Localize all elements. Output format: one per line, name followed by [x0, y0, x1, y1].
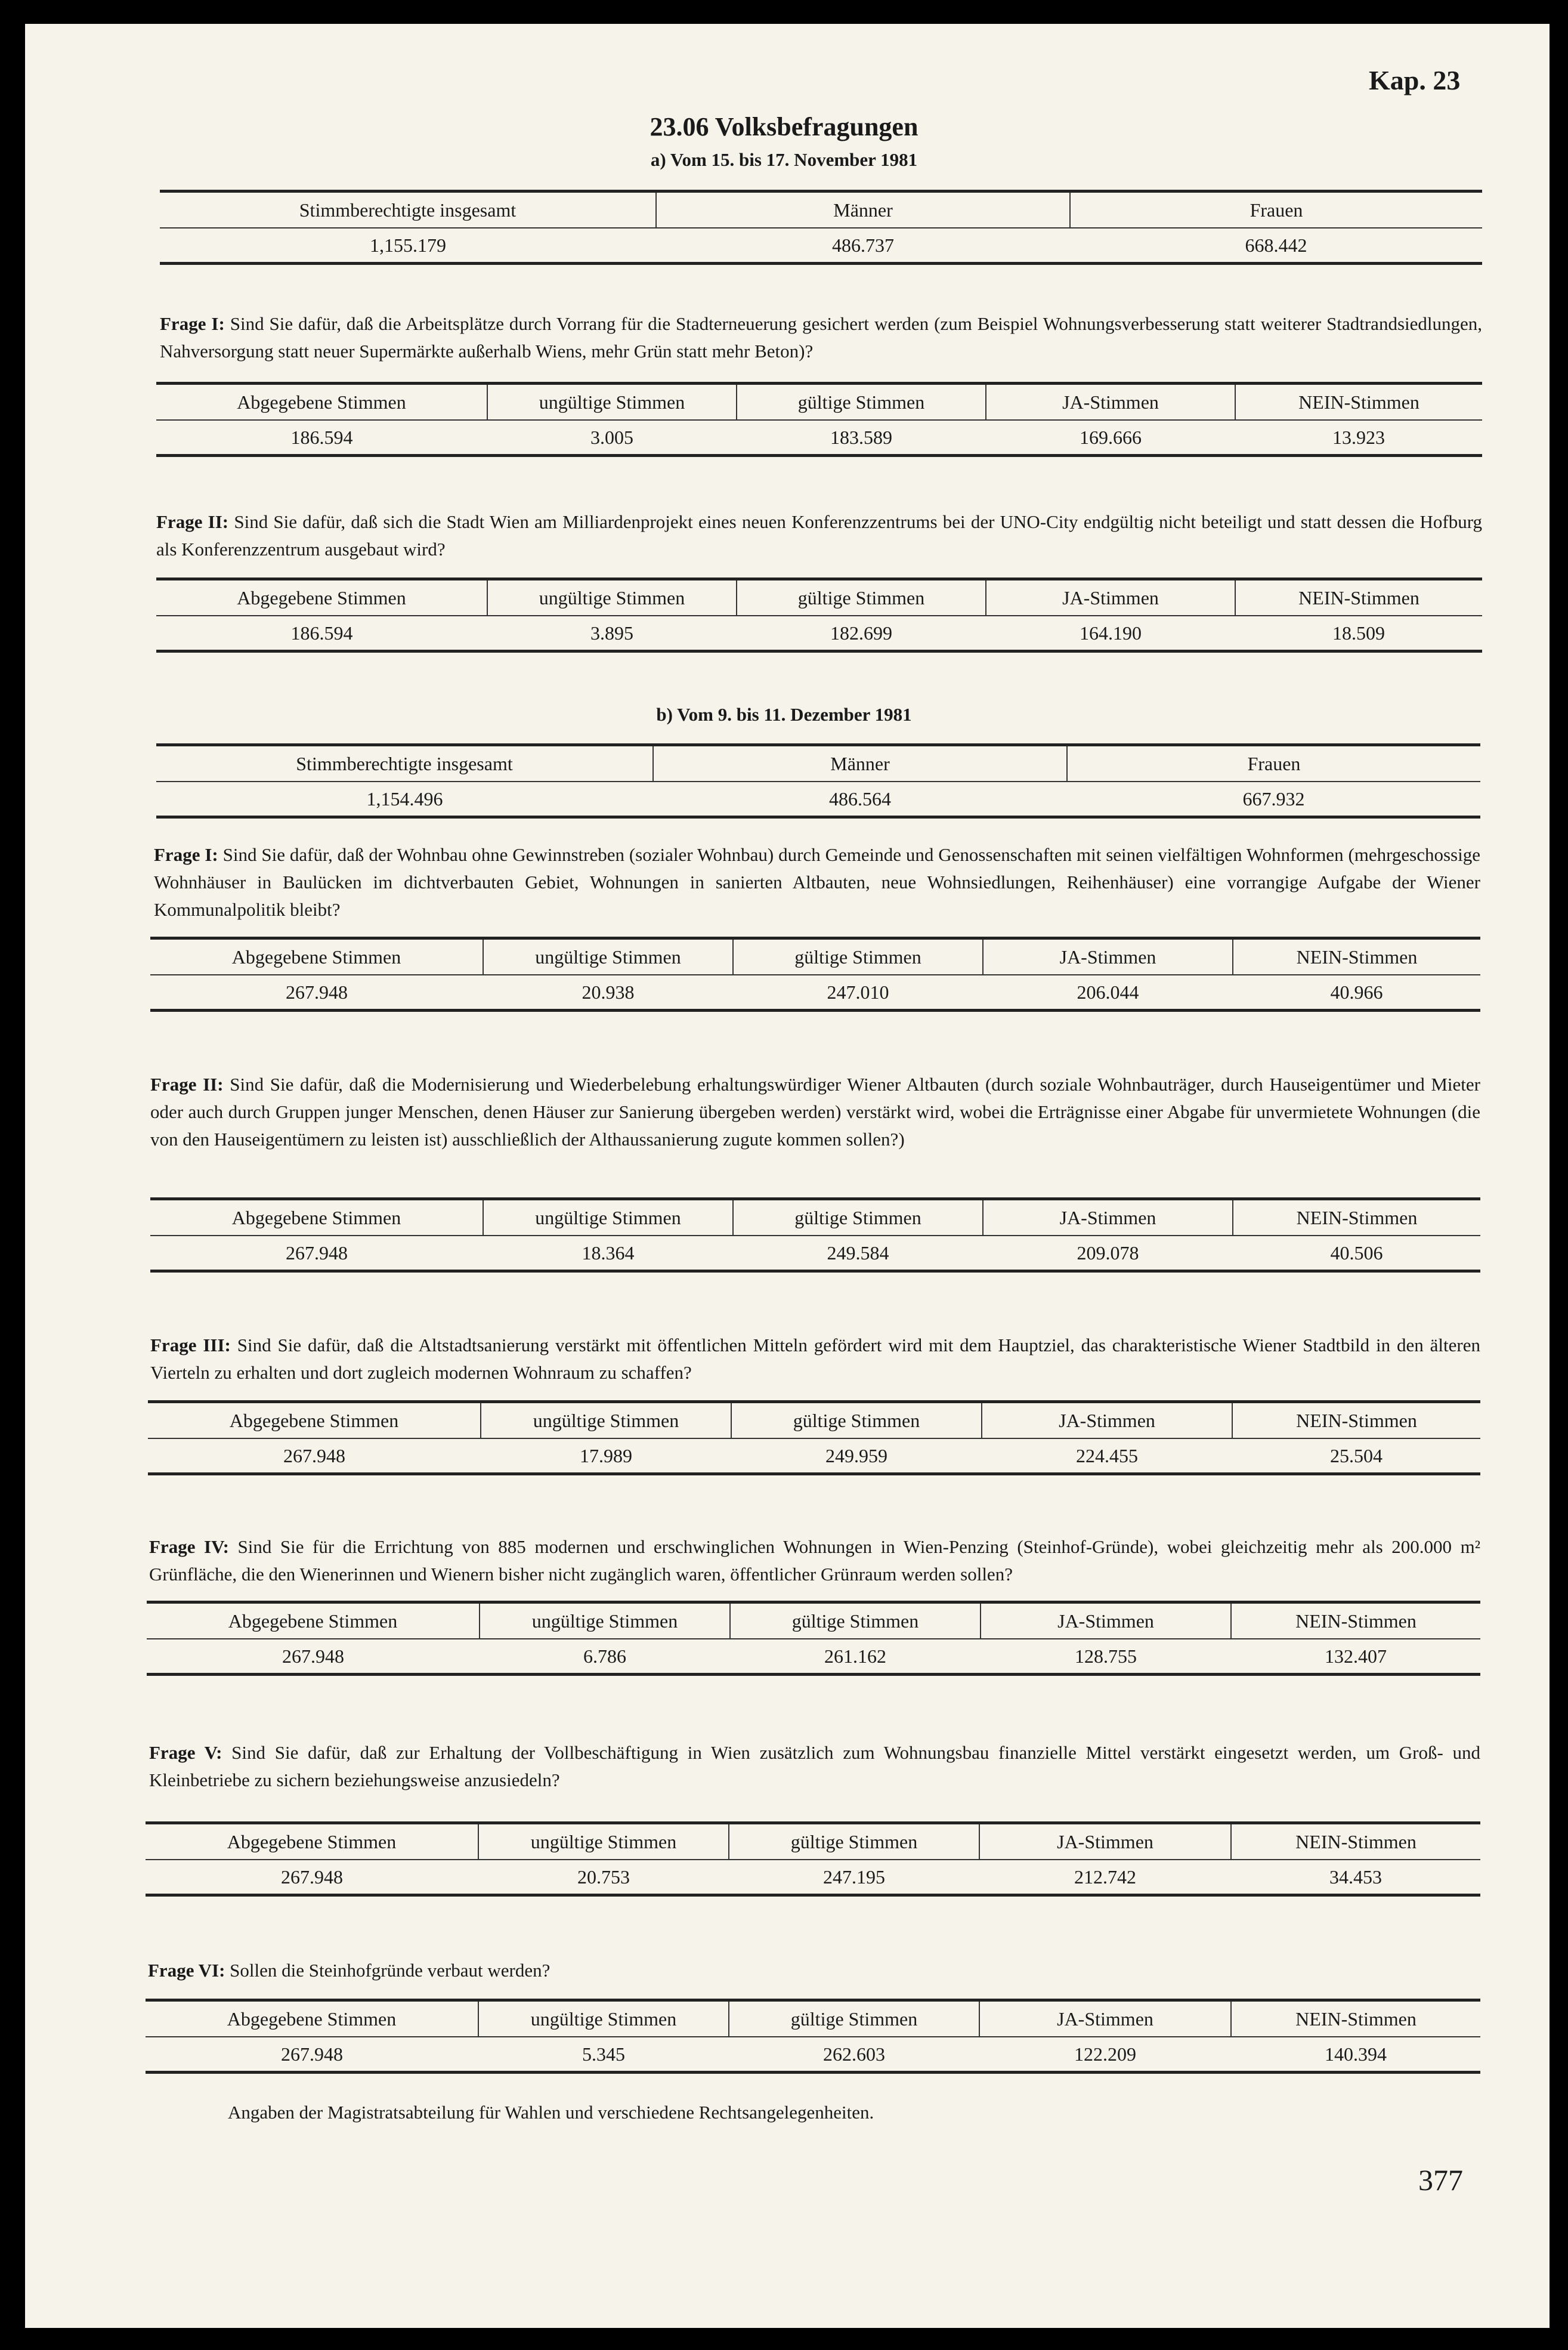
- table-cell: 25.504: [1232, 1438, 1480, 1474]
- question-b-6: [148, 1957, 1480, 1984]
- table-cell: 186.594: [156, 420, 487, 456]
- table-header-row: [147, 1602, 1480, 1639]
- column-header: gültige Stimmen: [737, 384, 986, 421]
- table-cell: 5.345: [478, 2037, 729, 2073]
- column-header: JA-Stimmen: [986, 384, 1235, 421]
- column-header: NEIN-Stimmen: [1233, 1199, 1480, 1236]
- table-cell: 267.948: [146, 1860, 478, 1895]
- table-cell: 140.394: [1231, 2037, 1480, 2073]
- table-cell: 1,155.179: [160, 228, 656, 264]
- question-label: Frage I:: [154, 844, 218, 865]
- table-header-row: [150, 1199, 1480, 1236]
- eligible-table-b: [156, 743, 1480, 819]
- table-cell: 3.895: [487, 616, 737, 651]
- column-header: JA-Stimmen: [982, 1402, 1232, 1439]
- column-header: Männer: [653, 745, 1067, 782]
- column-header: Abgegebene Stimmen: [150, 1199, 483, 1236]
- question-b-1: [154, 841, 1480, 924]
- table-cell: 164.190: [986, 616, 1235, 651]
- table-cell: 20.753: [478, 1860, 729, 1895]
- column-header: JA-Stimmen: [981, 1602, 1231, 1639]
- votes-table-b-5: [146, 1821, 1480, 1897]
- question-a-2: [156, 508, 1482, 563]
- column-header: Abgegebene Stimmen: [147, 1602, 480, 1639]
- question-text: Sind Sie dafür, daß zur Erhaltung der Vollbeschäftigung in Wien zusätzlich zum Wohnungsbau finanzielle Mittel verstärkt eingesetzt werden, um Groß- und Kleinbetriebe zu sichern beziehungsweise anzusiedeln?: [149, 1742, 1481, 1790]
- column-header: NEIN-Stimmen: [1231, 1602, 1480, 1639]
- chapter-label: Kap. 23: [1369, 65, 1461, 95]
- column-header: ungültige Stimmen: [481, 1402, 731, 1439]
- page-title: 23.06 Volksbefragungen: [650, 112, 918, 141]
- table-cell: 667.932: [1067, 782, 1480, 817]
- table-cell: 486.737: [656, 228, 1070, 264]
- page-number: 377: [1418, 2163, 1463, 2197]
- table-cell: 267.948: [146, 2037, 478, 2073]
- table-cell: 212.742: [979, 1860, 1231, 1895]
- question-label: Frage IV:: [149, 1536, 229, 1557]
- table-cell: 267.948: [150, 975, 483, 1011]
- table-cell: 182.699: [737, 616, 986, 651]
- table-cell: 224.455: [982, 1438, 1232, 1474]
- table-cell: 40.966: [1233, 975, 1480, 1011]
- column-header: Abgegebene Stimmen: [148, 1402, 481, 1439]
- question-text: Sind Sie für die Errichtung von 885 modernen und erschwinglichen Wohnungen in Wien-Penzing (Steinhof-Gründe), wobei gleichzeitig mehr als 200.000 m² Grünfläche, die den Wienerinnen und Wienern bisher nicht zugänglich waren, öffentlicher Grünraum werden sollen?: [149, 1536, 1480, 1585]
- table-cell: 668.442: [1070, 228, 1482, 264]
- table-header-row: [156, 745, 1480, 782]
- table-cell: 267.948: [148, 1438, 481, 1474]
- column-header: JA-Stimmen: [979, 1823, 1231, 1860]
- table-cell: 486.564: [653, 782, 1067, 817]
- table-row: [160, 228, 1482, 264]
- table-row: [148, 1438, 1480, 1474]
- table-row: [156, 616, 1482, 651]
- column-header: ungültige Stimmen: [483, 1199, 733, 1236]
- column-header: NEIN-Stimmen: [1233, 938, 1480, 975]
- question-b-4: [149, 1533, 1480, 1588]
- table-cell: 17.989: [481, 1438, 731, 1474]
- column-header: Frauen: [1067, 745, 1480, 782]
- votes-table-b-1: [150, 937, 1480, 1012]
- table-cell: 6.786: [480, 1639, 730, 1675]
- table-cell: 128.755: [981, 1639, 1231, 1675]
- table-cell: 18.364: [483, 1236, 733, 1271]
- section-a-subtitle: a) Vom 15. bis 17. November 1981: [650, 149, 918, 170]
- table-cell: 209.078: [983, 1236, 1233, 1271]
- column-header: ungültige Stimmen: [487, 384, 737, 421]
- table-header-row: [156, 579, 1482, 616]
- column-header: ungültige Stimmen: [478, 2000, 729, 2037]
- table-row: [146, 2037, 1480, 2073]
- question-b-5: [149, 1739, 1480, 1794]
- column-header: ungültige Stimmen: [480, 1602, 730, 1639]
- question-label: Frage V:: [149, 1742, 222, 1763]
- column-header: Männer: [656, 192, 1070, 228]
- table-row: [150, 975, 1480, 1011]
- column-header: ungültige Stimmen: [478, 1823, 729, 1860]
- source-footnote: Angaben der Magistratsabteilung für Wahlen und verschiedene Rechtsangelegenheiten.: [228, 2102, 874, 2123]
- column-header: gültige Stimmen: [733, 938, 983, 975]
- column-header: NEIN-Stimmen: [1235, 384, 1482, 421]
- column-header: JA-Stimmen: [983, 938, 1233, 975]
- column-header: JA-Stimmen: [979, 2000, 1231, 2037]
- table-cell: 132.407: [1231, 1639, 1480, 1675]
- column-header: gültige Stimmen: [729, 2000, 979, 2037]
- table-cell: 206.044: [983, 975, 1233, 1011]
- table-cell: 3.005: [487, 420, 737, 456]
- question-text: Sind Sie dafür, daß die Modernisierung und Wiederbelebung erhaltungswürdiger Wiener Altbauten (durch soziale Wohnbauträger, durch Hauseigentümer und Mieter oder auch durch Gruppen junger Menschen, denen Häuser zur Sanierung übergeben werden) verstärkt wird, wobei die Erträgnisse einer Abgabe für unvermietete Wohnungen (die von den Hauseigentümern zu leisten ist) ausschließlich der Althaussanierung zugute kommen sollen?): [150, 1074, 1480, 1150]
- column-header: gültige Stimmen: [737, 579, 986, 616]
- question-label: Frage VI:: [148, 1960, 225, 1981]
- column-header: JA-Stimmen: [986, 579, 1235, 616]
- table-cell: 267.948: [147, 1639, 480, 1675]
- votes-table-b-2: [150, 1197, 1480, 1273]
- column-header: NEIN-Stimmen: [1232, 1402, 1480, 1439]
- table-cell: 183.589: [737, 420, 986, 456]
- question-label: Frage II:: [150, 1074, 224, 1095]
- column-header: gültige Stimmen: [729, 1823, 979, 1860]
- table-cell: 40.506: [1233, 1236, 1480, 1271]
- column-header: Abgegebene Stimmen: [150, 938, 483, 975]
- table-cell: 169.666: [986, 420, 1235, 456]
- column-header: Stimmberechtigte insgesamt: [156, 745, 653, 782]
- question-text: Sind Sie dafür, daß die Altstadtsanierung verstärkt mit öffentlichen Mitteln gefördert wird mit dem Hauptziel, das charakteristische Wiener Stadtbild in den älteren Vierteln zu erhalten und dort zugleich modernen Wohnraum zu schaffen?: [150, 1335, 1481, 1383]
- question-b-2: [150, 1071, 1480, 1153]
- column-header: Frauen: [1070, 192, 1482, 228]
- question-b-3: [150, 1332, 1480, 1386]
- table-header-row: [150, 938, 1480, 975]
- table-cell: 247.010: [733, 975, 983, 1011]
- table-cell: 262.603: [729, 2037, 979, 2073]
- votes-table-b-4: [147, 1601, 1480, 1676]
- question-label: Frage II:: [156, 511, 229, 532]
- votes-table-b-6: [146, 1999, 1480, 2074]
- column-header: Stimmberechtigte insgesamt: [160, 192, 656, 228]
- question-label: Frage I:: [160, 313, 225, 334]
- table-cell: 267.948: [150, 1236, 483, 1271]
- question-text: Sind Sie dafür, daß sich die Stadt Wien am Milliardenprojekt eines neuen Konferenzzentrums bei der UNO-City endgültig nicht beteiligt und statt dessen die Hofburg als Konferenzzentrum ausgebaut wird?: [156, 511, 1483, 560]
- table-header-row: [146, 1823, 1480, 1860]
- table-cell: 18.509: [1235, 616, 1482, 651]
- table-cell: 122.209: [979, 2037, 1231, 2073]
- table-cell: 249.959: [731, 1438, 982, 1474]
- table-cell: 13.923: [1235, 420, 1482, 456]
- table-header-row: [148, 1402, 1480, 1439]
- table-header-row: [160, 192, 1482, 228]
- table-cell: 261.162: [730, 1639, 981, 1675]
- table-row: [147, 1639, 1480, 1675]
- column-header: Abgegebene Stimmen: [146, 1823, 478, 1860]
- question-text: Sollen die Steinhofgründe verbaut werden?: [230, 1960, 550, 1981]
- question-a-1: [160, 310, 1482, 365]
- eligible-table-a: [160, 190, 1482, 265]
- column-header: ungültige Stimmen: [487, 579, 737, 616]
- column-header: NEIN-Stimmen: [1235, 579, 1482, 616]
- table-row: [146, 1860, 1480, 1895]
- table-cell: 186.594: [156, 616, 487, 651]
- table-header-row: [146, 2000, 1480, 2037]
- votes-table-a-2: [156, 578, 1482, 653]
- table-row: [150, 1236, 1480, 1271]
- column-header: gültige Stimmen: [733, 1199, 983, 1236]
- votes-table-a-1: [156, 382, 1482, 457]
- column-header: NEIN-Stimmen: [1231, 2000, 1480, 2037]
- question-text: Sind Sie dafür, daß die Arbeitsplätze durch Vorrang für die Stadterneuerung gesichert werden (zum Beispiel Wohnungsverbesserung statt weiterer Stadtrandsiedlungen, Nahversorgung statt neuer Supermärkte außerhalb Wiens, mehr Grün statt mehr Beton)?: [160, 313, 1483, 362]
- column-header: Abgegebene Stimmen: [156, 579, 487, 616]
- question-label: Frage III:: [150, 1335, 231, 1355]
- table-cell: 20.938: [483, 975, 733, 1011]
- column-header: Abgegebene Stimmen: [156, 384, 487, 421]
- column-header: ungültige Stimmen: [483, 938, 733, 975]
- table-cell: 249.584: [733, 1236, 983, 1271]
- table-header-row: [156, 384, 1482, 421]
- table-row: [156, 782, 1480, 817]
- table-cell: 247.195: [729, 1860, 979, 1895]
- table-cell: 34.453: [1231, 1860, 1480, 1895]
- column-header: gültige Stimmen: [730, 1602, 981, 1639]
- section-b-subtitle: b) Vom 9. bis 11. Dezember 1981: [656, 704, 912, 725]
- column-header: NEIN-Stimmen: [1231, 1823, 1480, 1860]
- column-header: Abgegebene Stimmen: [146, 2000, 478, 2037]
- table-row: [156, 420, 1482, 456]
- question-text: Sind Sie dafür, daß der Wohnbau ohne Gewinnstreben (sozialer Wohnbau) durch Gemeinde und Genossenschaften mit seinen vielfältigen Wohnformen (mehrgeschossige Wohnhäuser in Baulücken im dichtverbauten Gebiet, Wohnungen in sanierten Altbauten, neue Wohnsiedlungen, Reihenhäuser) eine vorrangige Aufgabe der Wiener Kommunalpolitik bleibt?: [154, 844, 1480, 920]
- votes-table-b-3: [148, 1400, 1480, 1475]
- column-header: gültige Stimmen: [731, 1402, 982, 1439]
- column-header: JA-Stimmen: [983, 1199, 1233, 1236]
- table-cell: 1,154.496: [156, 782, 653, 817]
